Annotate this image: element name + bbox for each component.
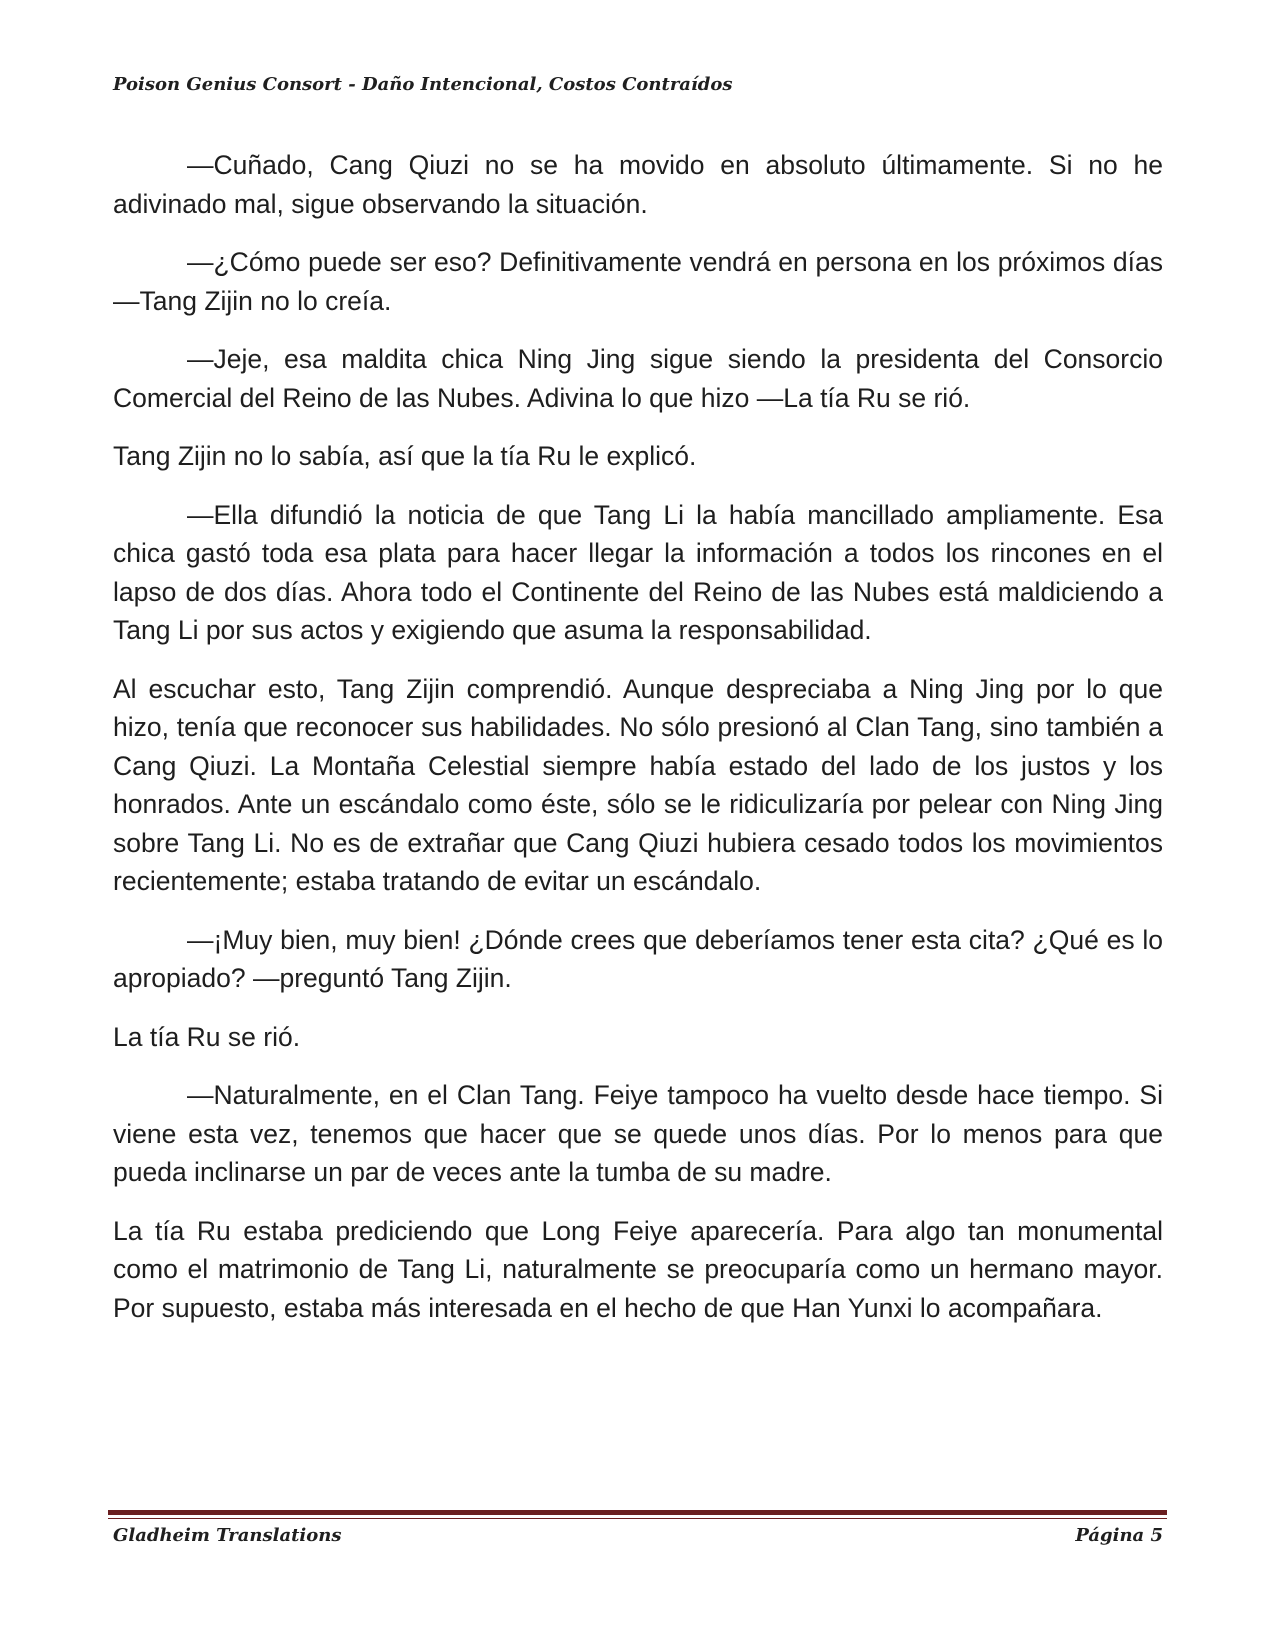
footer-rule-thin — [108, 1518, 1167, 1519]
footer-rule — [108, 1510, 1167, 1519]
paragraph: Tang Zijin no lo sabía, así que la tía Ru le explicó. — [113, 441, 697, 471]
paragraph: La tía Ru se rió. — [113, 1021, 301, 1052]
paragraph: —Naturalmente, en el Clan Tang. Feiye tampoco ha vuelto desde hace tiempo. Si viene esta vez, tenemos que hacer que se quede unos días. Por lo menos para que pueda inclinarse un par de veces ante la tumba de su madre. — [113, 1080, 1163, 1187]
paragraph: La tía Ru estaba prediciendo que Long Feiye aparecería. Para algo tan monumental como el matrimonio de Tang Li, naturalmente se preocuparía como un hermano mayor. Por supuesto, estaba más interesada en el hecho de que Han Yunxi lo acompañara. — [113, 1215, 1163, 1323]
paragraph: Al escuchar esto, Tang Zijin comprendió. Aunque despreciaba a Ning Jing por lo que hizo, tenía que reconocer sus habilidades. No sólo presionó al Clan Tang, sino también a Cang Qiuzi. La Montaña Celestial siempre había estado del lado de los justos y los honrados. Ante un escándalo como éste, sólo se le ridiculizaría por pelear con Ning Jing sobre Tang Li. No es de extrañar que Cang Qiuzi hubiera cesado todos los movimientos recientemente; estaba tratando de evitar un escándalo. — [113, 673, 1163, 896]
body-text — [113, 146, 1163, 1347]
paragraph: —Ella difundió la noticia de que Tang Li la había mancillado ampliamente. Esa chica gastó toda esa plata para hacer llegar la información a todos los rincones en el lapso de dos días. Ahora todo el Continente del Reino de las Nubes está maldiciendo a Tang Li por sus actos y exigiendo que asuma la responsabilidad. — [113, 499, 1163, 645]
paragraph: —Jeje, esa maldita chica Ning Jing sigue siendo la presidenta del Consorcio Comercial del Reino de las Nubes. Adivina lo que hizo —La tía Ru se rió. — [113, 344, 1163, 413]
footer-credit: Gladheim Translations — [113, 1525, 342, 1546]
paragraph: —¿Cómo puede ser eso? Definitivamente vendrá en persona en los próximos días —Tang Zijin no lo creía. — [113, 247, 1163, 316]
page-number: Página 5 — [1075, 1525, 1163, 1546]
paragraph: —¡Muy bien, muy bien! ¿Dónde crees que deberíamos tener esta cita? ¿Qué es lo apropiado? —preguntó Tang Zijin. — [113, 924, 1163, 993]
running-header: Poison Genius Consort - Daño Intencional, Costos Contraídos — [113, 74, 733, 95]
paragraph: —Cuñado, Cang Qiuzi no se ha movido en absoluto últimamente. Si no he adivinado mal, sigue observando la situación. — [113, 150, 1163, 219]
footer-rule-thick — [108, 1510, 1167, 1515]
